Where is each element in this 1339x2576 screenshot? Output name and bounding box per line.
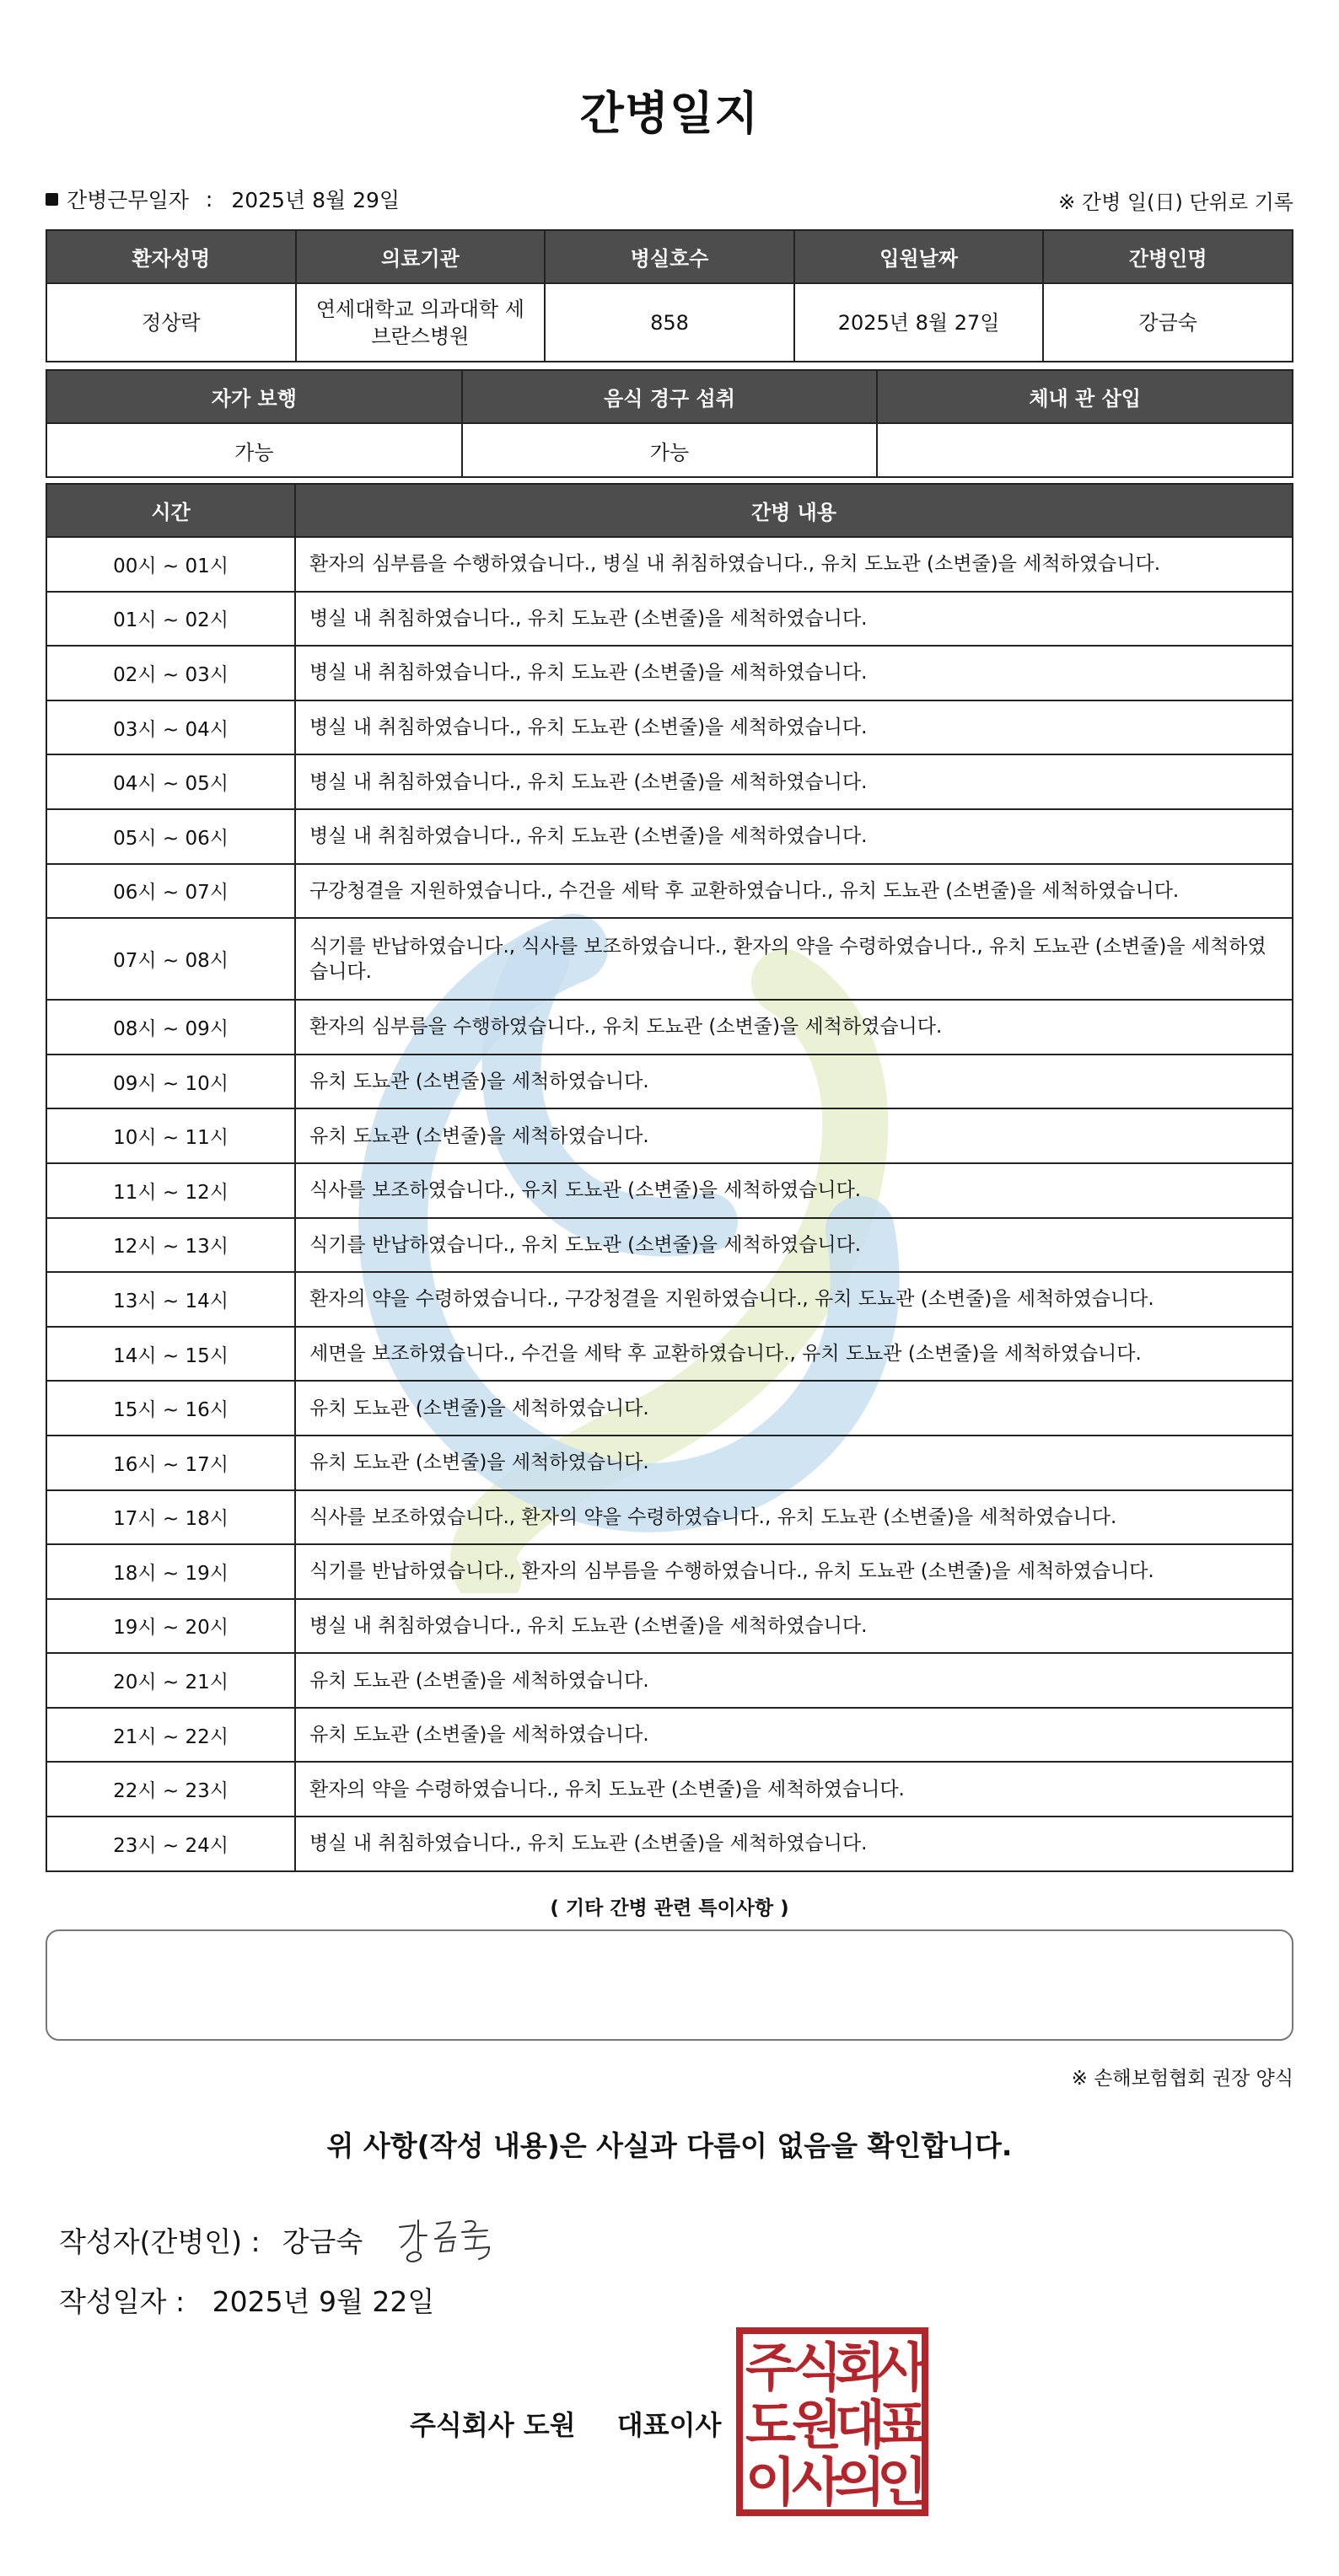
header-self-walking: 자가 보행 (46, 370, 462, 423)
writer-line (59, 2214, 521, 2266)
care-log-content: 세면을 보조하였습니다., 수건을 세탁 후 교환하였습니다., 유치 도뇨관 (소변줄)을 세척하였습니다. (295, 1327, 1293, 1382)
care-log-time: 11시 ~ 12시 (46, 1163, 295, 1218)
svg-text:이: 이 (745, 2451, 796, 2513)
header-care-content: 간병 내용 (295, 484, 1293, 537)
care-log-content: 식기를 반납하였습니다., 유치 도뇨관 (소변줄)을 세척하였습니다. (295, 1218, 1293, 1273)
svg-text:식: 식 (792, 2337, 842, 2398)
admission-date: 2025년 8월 27일 (794, 283, 1044, 362)
write-date-label: 작성일자 : (59, 2285, 186, 2318)
svg-text:도: 도 (745, 2394, 796, 2455)
care-log-time: 22시 ~ 23시 (46, 1762, 295, 1817)
care-log-content: 식사를 보조하였습니다., 환자의 약을 수령하였습니다., 유치 도뇨관 (소변줄)을 세척하였습니다. (295, 1490, 1293, 1545)
care-log-content: 식기를 반납하였습니다., 환자의 심부름을 수행하였습니다., 유치 도뇨관 (소변줄)을 세척하였습니다. (295, 1544, 1293, 1599)
header-room: 병실호수 (545, 230, 794, 283)
work-date (46, 184, 400, 214)
header-time: 시간 (46, 484, 295, 537)
care-log-row (46, 1653, 1293, 1708)
care-log-time: 12시 ~ 13시 (46, 1218, 295, 1273)
header-hospital: 의료기관 (296, 230, 546, 283)
company-seal (735, 2326, 929, 2517)
care-log-row (46, 1108, 1293, 1163)
header-admission-date: 입원날짜 (794, 230, 1044, 283)
header-caregiver-name: 간병인명 (1043, 230, 1293, 283)
care-log-content: 병실 내 취침하였습니다., 유치 도뇨관 (소변줄)을 세척하였습니다. (295, 809, 1293, 864)
care-log-time: 06시 ~ 07시 (46, 864, 295, 919)
company-name: 주식회사 도원 (410, 2409, 576, 2441)
room-number: 858 (545, 283, 794, 362)
care-log-content: 병실 내 취침하였습니다., 유치 도뇨관 (소변줄)을 세척하였습니다. (295, 646, 1293, 700)
care-log-row (46, 537, 1293, 592)
care-log-time: 09시 ~ 10시 (46, 1055, 295, 1109)
svg-text:대: 대 (835, 2394, 885, 2455)
svg-text:주: 주 (745, 2337, 796, 2398)
patient-status-table (46, 369, 1293, 478)
care-log-row (46, 864, 1293, 919)
care-log-row (46, 809, 1293, 864)
patient-status-value-row (46, 423, 1293, 477)
care-log-row (46, 918, 1293, 1000)
svg-text:회: 회 (835, 2337, 885, 2398)
header-patient-name: 환자성명 (46, 230, 296, 283)
writer-label: 작성자(간병인) : (59, 2224, 261, 2258)
care-log-content: 환자의 약을 수령하였습니다., 구강청결을 지원하였습니다., 유치 도뇨관 (소변줄)을 세척하였습니다. (295, 1272, 1293, 1327)
handwritten-signature (395, 2214, 521, 2266)
confirmation-text: 위 사항(작성 내용)은 사실과 다름이 없음을 확인합니다. (326, 2129, 1013, 2162)
care-log-row (46, 754, 1293, 809)
care-log-time: 07시 ~ 08시 (46, 918, 295, 1000)
write-date-value: 2025년 9월 22일 (212, 2285, 435, 2318)
care-log-row (46, 1544, 1293, 1599)
care-log-time: 04시 ~ 05시 (46, 754, 295, 809)
care-log-row (46, 1436, 1293, 1490)
hospital-name-text: 연세대학교 의과대학 세브란스병원 (315, 297, 524, 348)
care-log-row (46, 1708, 1293, 1763)
care-log-row (46, 1327, 1293, 1382)
record-note: ※ 간병 일(日) 단위로 기록 (1058, 191, 1293, 214)
care-log-content: 식사를 보조하였습니다., 유치 도뇨관 (소변줄)을 세척하였습니다. (295, 1163, 1293, 1218)
care-log-time: 01시 ~ 02시 (46, 592, 295, 647)
svg-text:사: 사 (877, 2337, 928, 2398)
care-log-row (46, 1762, 1293, 1817)
care-log-content: 구강청결을 지원하였습니다., 수건을 세탁 후 교환하였습니다., 유치 도뇨관 (소변줄)을 세척하였습니다. (295, 864, 1293, 919)
svg-text:원: 원 (792, 2394, 842, 2455)
care-log-row (46, 1000, 1293, 1055)
header-tube-insertion: 체내 관 삽입 (877, 370, 1293, 423)
work-date-label: 간병근무일자 (67, 188, 189, 212)
care-log-content: 유치 도뇨관 (소변줄)을 세척하였습니다. (295, 1108, 1293, 1163)
company-representative: 대표이사 (616, 2409, 722, 2441)
special-notes-title: ( 기타 간병 관련 특이사항 ) (550, 1897, 789, 1919)
care-log-content: 병실 내 취침하였습니다., 유치 도뇨관 (소변줄)을 세척하였습니다. (295, 1599, 1293, 1654)
care-log-table (46, 483, 1293, 1872)
care-log-content: 병실 내 취침하였습니다., 유치 도뇨관 (소변줄)을 세척하였습니다. (295, 1817, 1293, 1871)
header-oral-intake: 음식 경구 섭취 (462, 370, 878, 423)
caregiver-name: 강금숙 (1043, 283, 1293, 362)
svg-text:의: 의 (835, 2451, 885, 2513)
care-log-row (46, 700, 1293, 755)
care-log-content: 유치 도뇨관 (소변줄)을 세척하였습니다. (295, 1055, 1293, 1109)
care-log-row (46, 592, 1293, 647)
care-log-row (46, 1272, 1293, 1327)
patient-info-value-row (46, 283, 1293, 362)
write-date-line (59, 2280, 434, 2320)
care-log-content: 병실 내 취침하였습니다., 유치 도뇨관 (소변줄)을 세척하였습니다. (295, 592, 1293, 647)
square-bullet-icon (46, 193, 58, 206)
work-date-value: 2025년 8월 29일 (231, 188, 401, 212)
care-log-time: 18시 ~ 19시 (46, 1544, 295, 1599)
oral-intake-value: 가능 (462, 423, 878, 477)
care-log-row (46, 1381, 1293, 1436)
care-log-time: 05시 ~ 06시 (46, 809, 295, 864)
svg-text:표: 표 (877, 2394, 928, 2455)
care-log-content: 식기를 반납하였습니다., 식사를 보조하였습니다., 환자의 약을 수령하였습니다., 유치 도뇨관 (소변줄)을 세척하였습니다. (295, 918, 1293, 1000)
care-log-content: 유치 도뇨관 (소변줄)을 세척하였습니다. (295, 1436, 1293, 1490)
care-log-content: 유치 도뇨관 (소변줄)을 세척하였습니다. (295, 1708, 1293, 1763)
care-log-row (46, 1817, 1293, 1871)
patient-info-header-row (46, 230, 1293, 283)
care-log-row (46, 1599, 1293, 1654)
care-log-body (46, 537, 1293, 1871)
care-log-content: 유치 도뇨관 (소변줄)을 세척하였습니다. (295, 1653, 1293, 1708)
care-log-time: 20시 ~ 21시 (46, 1653, 295, 1708)
care-log-time: 14시 ~ 15시 (46, 1327, 295, 1382)
company-line (410, 2404, 721, 2443)
page-title: 간병일지 (579, 87, 760, 140)
care-log-content: 환자의 심부름을 수행하였습니다., 병실 내 취침하였습니다., 유치 도뇨관 (소변줄)을 세척하였습니다. (295, 537, 1293, 592)
form-note: ※ 손해보험협회 권장 양식 (1071, 2068, 1293, 2090)
tube-insertion-value (877, 423, 1293, 477)
care-log-header-row (46, 484, 1293, 537)
svg-text:사: 사 (792, 2451, 842, 2513)
care-log-row (46, 1055, 1293, 1109)
self-walking-value: 가능 (46, 423, 462, 477)
care-log-row (46, 646, 1293, 700)
care-log-time: 03시 ~ 04시 (46, 700, 295, 755)
special-notes-box (46, 1929, 1293, 2041)
care-log-content: 병실 내 취침하였습니다., 유치 도뇨관 (소변줄)을 세척하였습니다. (295, 754, 1293, 809)
work-date-separator: : (205, 186, 213, 212)
writer-name: 강금숙 (282, 2224, 363, 2258)
care-log-time: 08시 ~ 09시 (46, 1000, 295, 1055)
care-log-time: 23시 ~ 24시 (46, 1817, 295, 1871)
care-log-row (46, 1218, 1293, 1273)
care-log-content: 환자의 약을 수령하였습니다., 유치 도뇨관 (소변줄)을 세척하였습니다. (295, 1762, 1293, 1817)
care-log-row (46, 1163, 1293, 1218)
care-log-time: 02시 ~ 03시 (46, 646, 295, 700)
patient-status-header-row (46, 370, 1293, 423)
care-log-time: 17시 ~ 18시 (46, 1490, 295, 1545)
care-log-time: 15시 ~ 16시 (46, 1381, 295, 1436)
care-log-time: 13시 ~ 14시 (46, 1272, 295, 1327)
hospital-name (296, 283, 546, 362)
care-log-content: 환자의 심부름을 수행하였습니다., 유치 도뇨관 (소변줄)을 세척하였습니다. (295, 1000, 1293, 1055)
care-log-time: 00시 ~ 01시 (46, 537, 295, 592)
care-log-time: 10시 ~ 11시 (46, 1108, 295, 1163)
care-log-time: 16시 ~ 17시 (46, 1436, 295, 1490)
care-log-time: 21시 ~ 22시 (46, 1708, 295, 1763)
care-log-content: 병실 내 취침하였습니다., 유치 도뇨관 (소변줄)을 세척하였습니다. (295, 700, 1293, 755)
patient-info-table (46, 229, 1293, 362)
patient-name: 정상락 (46, 283, 296, 362)
care-log-content: 유치 도뇨관 (소변줄)을 세척하였습니다. (295, 1381, 1293, 1436)
care-log-time: 19시 ~ 20시 (46, 1599, 295, 1654)
svg-text:인: 인 (877, 2451, 928, 2513)
care-log-row (46, 1490, 1293, 1545)
